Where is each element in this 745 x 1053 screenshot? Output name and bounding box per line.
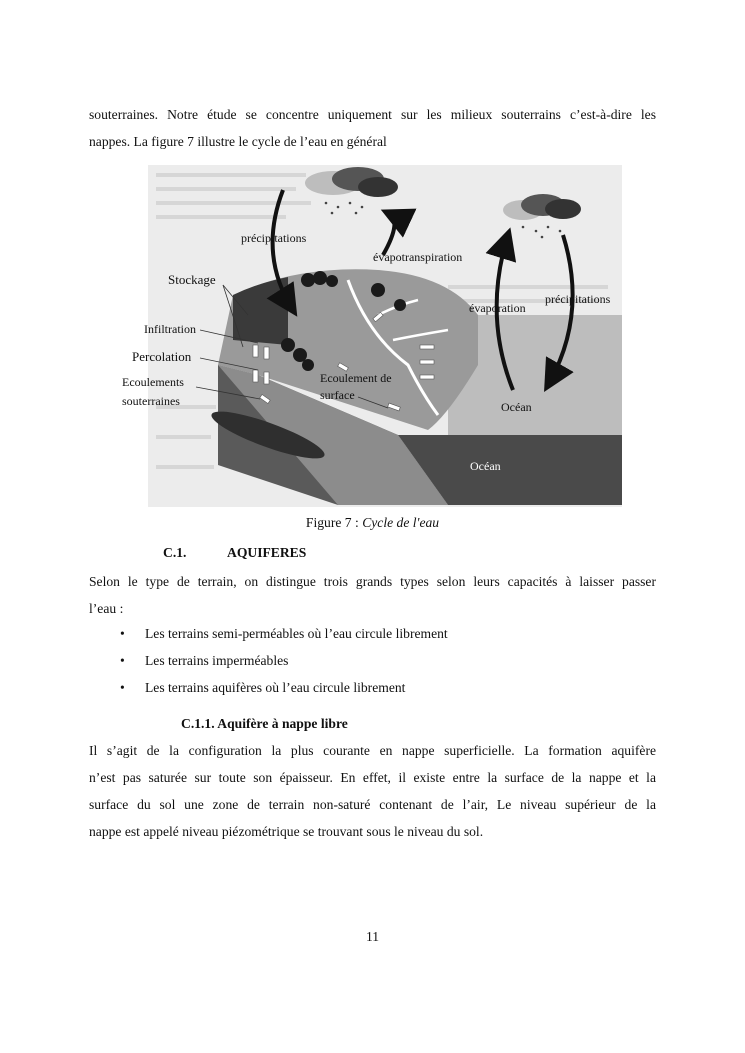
bullet-icon: • — [120, 626, 125, 641]
body2-line-2: n’est pas saturée sur toute son épaisseur. En effet, il existe entre la surface de la nappe et la — [89, 770, 656, 785]
label-evaporation: évaporation — [469, 301, 526, 315]
list-item — [120, 647, 448, 674]
label-infiltration: Infiltration — [144, 322, 196, 336]
label-percolation: Percolation — [132, 349, 192, 364]
section-heading-aquiferes — [163, 545, 306, 561]
label-precipitations-right: précipitations — [545, 292, 611, 306]
label-precipitations-left: précipitations — [241, 231, 307, 245]
label-ocean-upper: Océan — [501, 400, 532, 414]
caption-prefix: Figure 7 : — [305, 515, 363, 530]
list-item — [120, 620, 448, 647]
subsection-heading-nappe-libre: C.1.1. Aquifère à nappe libre — [181, 716, 348, 731]
label-stockage: Stockage — [168, 272, 216, 287]
label-ecoulements-2: souterraines — [122, 394, 180, 408]
bullet-text: Les terrains semi-perméables où l’eau circule librement — [145, 626, 448, 641]
label-ocean-lower: Océan — [470, 459, 501, 473]
bullet-text: Les terrains aquifères où l’eau circule librement — [145, 680, 406, 695]
bullet-text: Les terrains imperméables — [145, 653, 289, 668]
body2-line-1: Il s’agit de la configuration la plus courante en nappe superficielle. La formation aquifère — [89, 743, 656, 758]
body1-line-2: l’eau : — [89, 601, 124, 616]
section-number: C.1. — [163, 545, 187, 560]
label-ecoulements-1: Ecoulements — [122, 375, 184, 389]
intro-line-1: souterraines. Notre étude se concentre uniquement sur les milieux souterrains c’est-à-dire les — [89, 107, 656, 122]
label-evapotranspiration: évapotranspiration — [373, 250, 463, 264]
label-ecoulement-surface-1: Ecoulement de — [320, 371, 392, 385]
label-ecoulement-surface-2: surface — [320, 388, 355, 402]
intro-paragraph — [89, 101, 656, 155]
bullet-icon: • — [120, 680, 125, 695]
body2-line-4: nappe est appelé niveau piézométrique se trouvant sous le niveau du sol. — [89, 824, 484, 839]
body1-line-1: Selon le type de terrain, on distingue trois grands types selon leurs capacités à laisser passer — [89, 574, 656, 589]
figure-caption — [0, 515, 745, 531]
intro-line-2: nappes. La figure 7 illustre le cycle de l’eau en général — [89, 134, 387, 149]
terrain-types-paragraph — [89, 568, 656, 622]
water-cycle-figure — [122, 165, 622, 507]
terrain-bullet-list — [120, 620, 448, 701]
bullet-icon: • — [120, 653, 125, 668]
caption-title: Cycle de l'eau — [362, 515, 440, 530]
body2-line-3: surface du sol une zone de terrain non-saturé contenant de l’air, Le niveau supérieur de la — [89, 797, 656, 812]
list-item — [120, 674, 448, 701]
section-title: AQUIFERES — [227, 545, 307, 560]
page-number: 11 — [365, 929, 380, 944]
nappe-libre-paragraph — [89, 737, 656, 845]
